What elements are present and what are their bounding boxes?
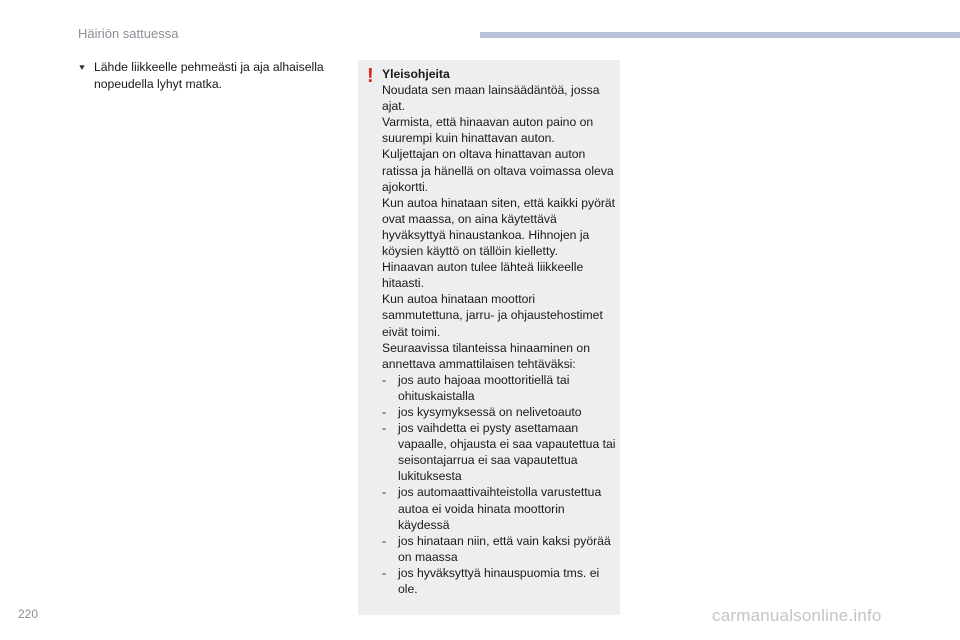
- list-item: - jos hinataan niin, että vain kaksi pyörää on maassa: [382, 533, 611, 564]
- page-number: 220: [18, 607, 39, 621]
- section-title: Häiriön sattuessa: [78, 26, 179, 41]
- list-item: - jos auto hajoaa moottoritiellä tai ohituskaistalla: [382, 372, 570, 403]
- note-paragraph: Varmista, että hinaavan auton paino on suurempi kuin hinattavan auton.: [382, 115, 594, 146]
- note-paragraph: Kuljettajan on oltava hinattavan auton ratissa ja hänellä on oltava voimassa oleva ajokortti.: [382, 147, 614, 194]
- header-accent-bar: [480, 32, 960, 38]
- note-paragraph: Seuraavissa tilanteissa hinaaminen on annettava ammattilaisen tehtäväksi:: [382, 340, 590, 371]
- list-item: - jos vaihdetta ei pysty asettamaan vapaalle, ohjausta ei saa vapautettua tai seisontajarrua ei saa vapautettua lukituksesta: [382, 421, 616, 484]
- note-content: [382, 66, 618, 597]
- instruction-text: Lähde liikkeelle pehmeästi ja aja alhaisella nopeudella lyhyt matka.: [94, 60, 324, 91]
- list-item: - jos automaattivaihteistolla varustettua autoa ei voida hinata moottorin käydessä: [382, 485, 602, 532]
- note-paragraph: Noudata sen maan lainsäädäntöä, jossa ajat.: [382, 83, 600, 114]
- list-item: - jos kysymyksessä on nelivetoauto: [382, 404, 582, 419]
- note-paragraph: Kun autoa hinataan siten, että kaikki pyörät ovat maassa, on aina käytettävä hyväksyttyä hinaustankoa. Hihnojen ja köysien käyttö on tällöin kielletty.: [382, 195, 616, 259]
- note-paragraph: Hinaavan auton tulee lähteä liikkeelle hitaasti.: [382, 260, 584, 291]
- note-paragraph: Kun autoa hinataan moottori sammutettuna, jarru- ja ohjaustehostimet eivät toimi.: [382, 292, 603, 339]
- exclamation-icon: !: [367, 65, 374, 87]
- professional-towing-list: [382, 372, 618, 597]
- list-item: - jos hyväksyttyä hinauspuomia tms. ei ole.: [382, 565, 600, 596]
- note-title: Yleisohjeita: [382, 67, 450, 81]
- arrow-bullet-icon: ⯆: [78, 63, 86, 74]
- watermark: carmanualsonline.info: [712, 606, 882, 625]
- instruction-bullet: [78, 59, 348, 93]
